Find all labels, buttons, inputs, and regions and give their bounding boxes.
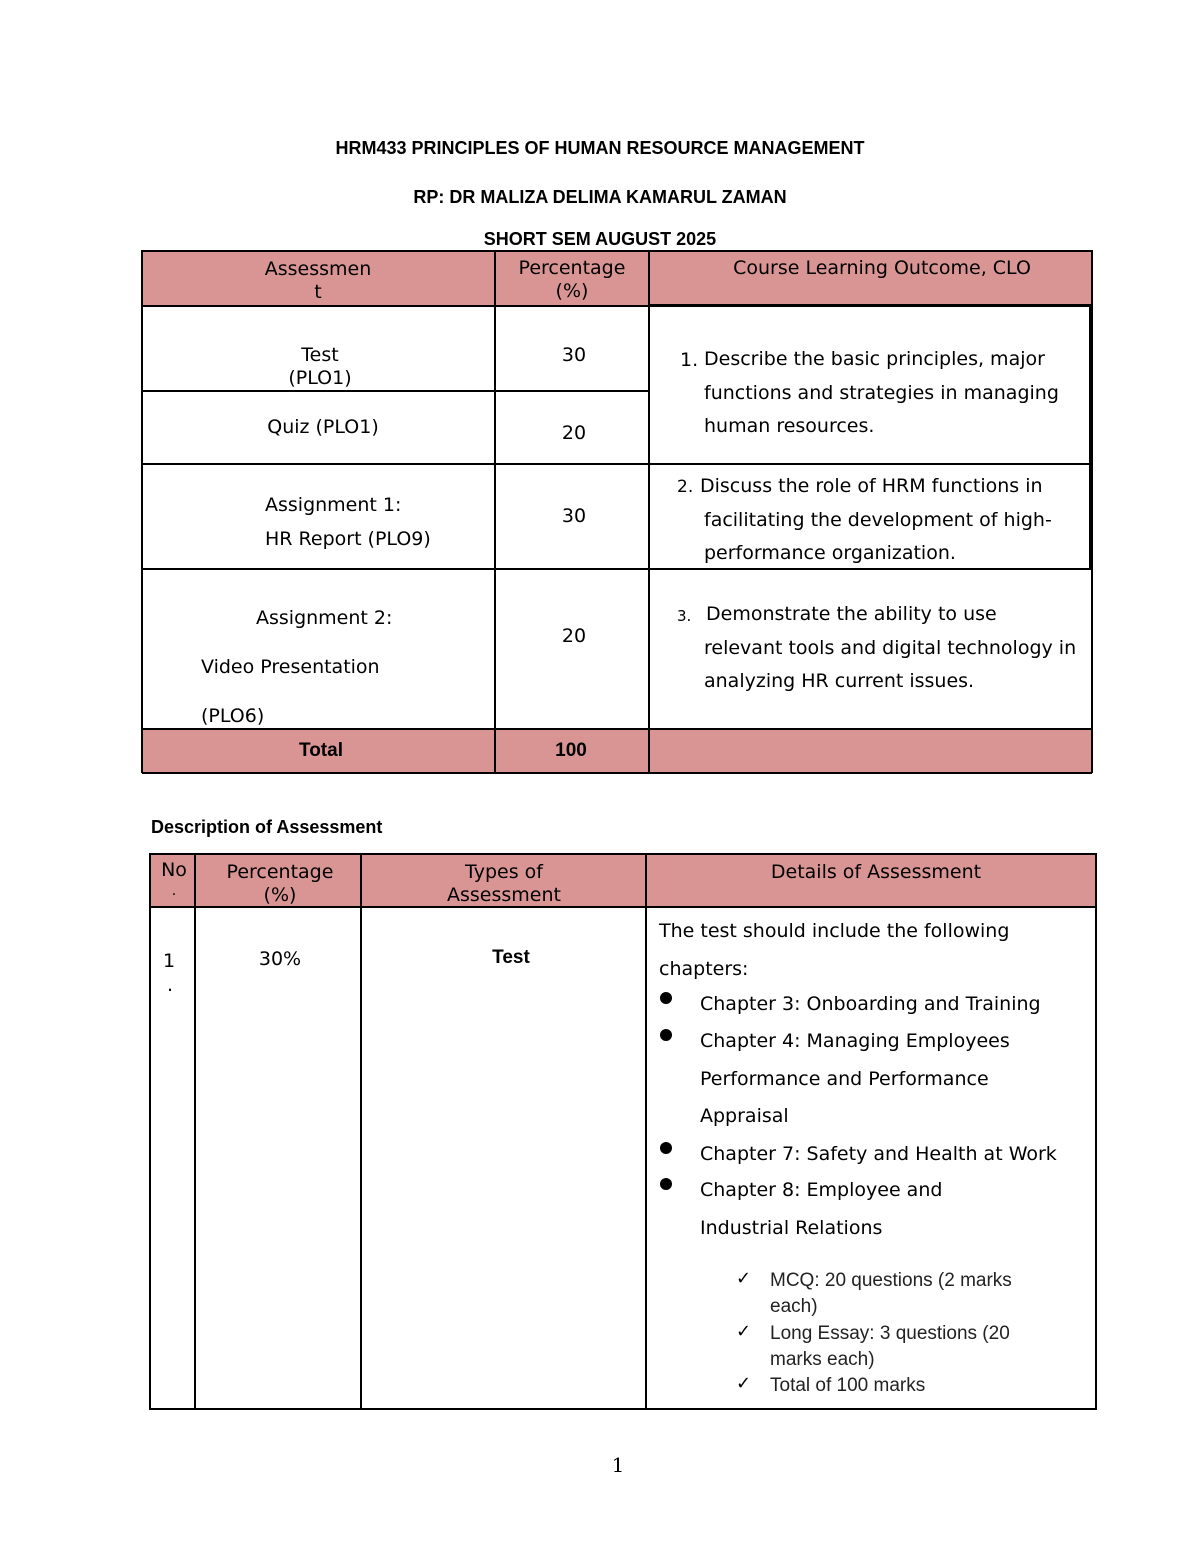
bullet-icon (660, 1029, 672, 1041)
rp-name: RP: DR MALIZA DELIMA KAMARUL ZAMAN (413, 187, 787, 207)
percentage-assignment-1: 30 (561, 505, 587, 527)
header-no: No . (161, 859, 187, 899)
assessment-test: Test (PLO1) (288, 344, 352, 389)
assessment-quiz: Quiz (PLO1) (267, 416, 379, 438)
checkmark-icon: ✓ (736, 1321, 752, 1342)
check-item: Total of 100 marks (770, 1375, 926, 1396)
total-value: 100 (555, 740, 587, 761)
chapter-item: Chapter 4: Managing Employees Performance and Performance Appraisal (700, 1030, 1010, 1127)
clo-1-text: Describe the basic principles, major functions and strategies in managing human resources. (704, 348, 1059, 437)
header-percentage: Percentage (%) (518, 257, 626, 302)
percentage-test: 30 (561, 344, 587, 366)
total-label: Total (299, 740, 343, 761)
row-no: 1 . (163, 950, 176, 996)
clo-1-number: 1. (680, 349, 699, 371)
course-title: HRM433 PRINCIPLES OF HUMAN RESOURCE MANAGEMENT (335, 138, 865, 158)
chapter-item: Chapter 7: Safety and Health at Work (700, 1143, 1057, 1165)
assessment-assignment-1: Assignment 1: HR Report (PLO9) (265, 494, 431, 550)
assessment-assignment-2-line3: (PLO6) (201, 705, 265, 727)
check-item: MCQ: 20 questions (2 marks each) (770, 1270, 1012, 1317)
chapter-item: Chapter 8: Employee and Industrial Relations (700, 1179, 943, 1239)
check-item: Long Essay: 3 questions (20 marks each) (770, 1323, 1010, 1370)
semester-label: SHORT SEM AUGUST 2025 (483, 229, 717, 249)
section-title: Description of Assessment (151, 817, 383, 837)
bullet-icon (660, 992, 672, 1004)
clo-3-number: 3. (677, 607, 692, 625)
header-clo: Course Learning Outcome, CLO (733, 257, 1031, 279)
header-percentage-2: Percentage (%) (226, 861, 334, 906)
assessment-assignment-2-line2: Video Presentation (201, 656, 380, 678)
clo-2-number: 2. (677, 477, 694, 497)
chapter-item: Chapter 3: Onboarding and Training (700, 993, 1041, 1015)
clo-2-text: Discuss the role of HRM functions in facilitating the development of high- performance organization. (700, 475, 1052, 564)
header-assessment: Assessmen t (264, 258, 372, 303)
details-intro: The test should include the following chapters: (659, 920, 1010, 980)
checkmark-icon: ✓ (736, 1373, 752, 1394)
percentage-quiz: 20 (561, 422, 587, 444)
header-details: Details of Assessment (770, 861, 982, 883)
row-percentage: 30% (258, 948, 302, 970)
bullet-icon (660, 1142, 672, 1154)
percentage-assignment-2: 20 (561, 625, 587, 647)
bullet-icon (660, 1178, 672, 1190)
header-types: Types of Assessment (447, 861, 561, 906)
assessment-assignment-2-line1: Assignment 2: (256, 607, 393, 629)
page-number: 1 (611, 1453, 625, 1477)
row-type: Test (492, 947, 530, 968)
clo-3-text: Demonstrate the ability to use relevant tools and digital technology in analyzing HR current issues. (704, 603, 1077, 692)
checkmark-icon: ✓ (736, 1268, 752, 1289)
